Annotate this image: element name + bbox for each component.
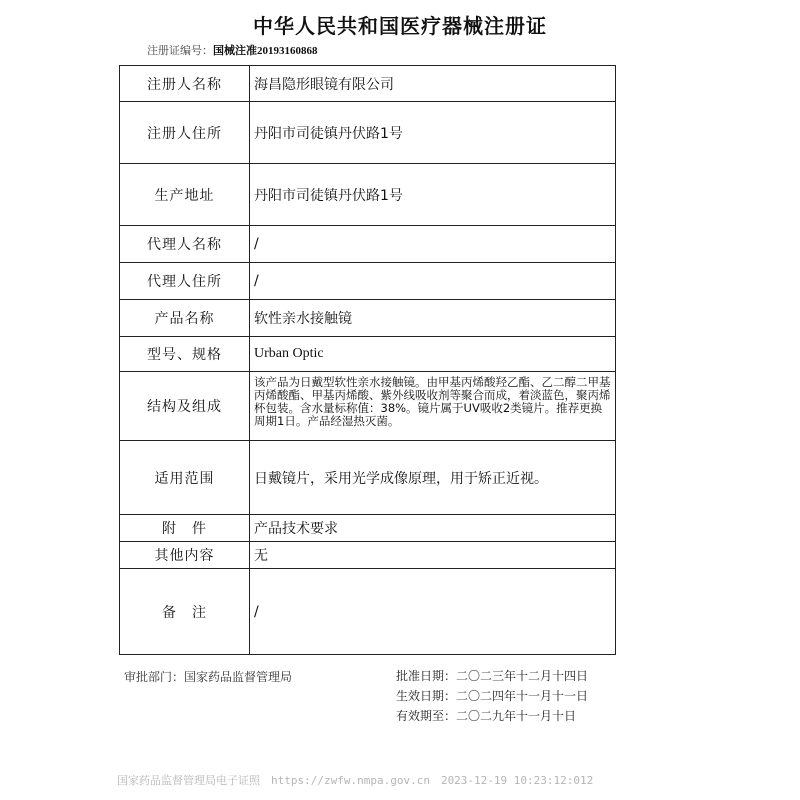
approval-date: 批准日期：二〇二三年十二月十四日 xyxy=(396,669,589,683)
row-value: 丹阳市司徒镇丹伏路1号 xyxy=(250,102,616,164)
table-row xyxy=(120,337,616,372)
row-label: 适用范围 xyxy=(120,441,250,515)
row-value: Urban Optic xyxy=(250,337,616,372)
row-label: 注册人住所 xyxy=(120,102,250,164)
registration-number-value: 国械注准20193160868 xyxy=(213,45,318,57)
row-label: 附 件 xyxy=(120,515,250,542)
row-value: 产品技术要求 xyxy=(250,515,616,542)
registration-number xyxy=(147,42,318,58)
row-label: 生产地址 xyxy=(120,164,250,226)
row-label: 代理人名称 xyxy=(120,226,250,263)
row-value: 日戴镜片，采用光学成像原理，用于矫正近视。 xyxy=(250,441,616,515)
table-row xyxy=(120,569,616,655)
table-row xyxy=(120,300,616,337)
row-value: / xyxy=(250,226,616,263)
table-row xyxy=(120,542,616,569)
row-value: 软性亲水接触镜 xyxy=(250,300,616,337)
certificate-table xyxy=(119,65,616,655)
document-title: 中华人民共和国医疗器械注册证 xyxy=(253,14,547,38)
registration-number-label: 注册证编号： xyxy=(147,44,213,57)
effective-date: 生效日期：二〇二四年十一月十一日 xyxy=(396,689,589,703)
row-label: 代理人住所 xyxy=(120,263,250,300)
row-label: 备 注 xyxy=(120,569,250,655)
table-row xyxy=(120,515,616,542)
row-label: 结构及组成 xyxy=(120,372,250,441)
row-label: 产品名称 xyxy=(120,300,250,337)
row-value: / xyxy=(250,569,616,655)
table-row xyxy=(120,66,616,102)
e-license-watermark: 国家药品监督管理局电子证照 https://zwfw.nmpa.gov.cn 2023-12-19 10:23:12:012 xyxy=(117,774,594,787)
row-label: 注册人名称 xyxy=(120,66,250,102)
table-row xyxy=(120,441,616,515)
table-row xyxy=(120,263,616,300)
row-value: 该产品为日戴型软性亲水接触镜。由甲基丙烯酸羟乙酯、乙二醇二甲基丙烯酸酯、甲基丙烯酸、紫外线吸收剂等聚合而成，着淡蓝色，聚丙烯杯包装。含水量标称值：38%。镜片属于UV吸收2类镜片。推荐更换周期1日。产品经湿热灭菌。 xyxy=(250,372,616,441)
row-value: / xyxy=(250,263,616,300)
table-row xyxy=(120,226,616,263)
table-row xyxy=(120,372,616,441)
table-row xyxy=(120,102,616,164)
row-label: 型号、规格 xyxy=(120,337,250,372)
approval-authority: 审批部门：国家药品监督管理局 xyxy=(124,670,293,684)
row-value: 丹阳市司徒镇丹伏路1号 xyxy=(250,164,616,226)
row-label: 其他内容 xyxy=(120,542,250,569)
row-value: 无 xyxy=(250,542,616,569)
date-block xyxy=(396,666,588,726)
row-value: 海昌隐形眼镜有限公司 xyxy=(250,66,616,102)
valid-until-date: 有效期至：二〇二九年十一月十日 xyxy=(396,709,577,723)
table-row xyxy=(120,164,616,226)
